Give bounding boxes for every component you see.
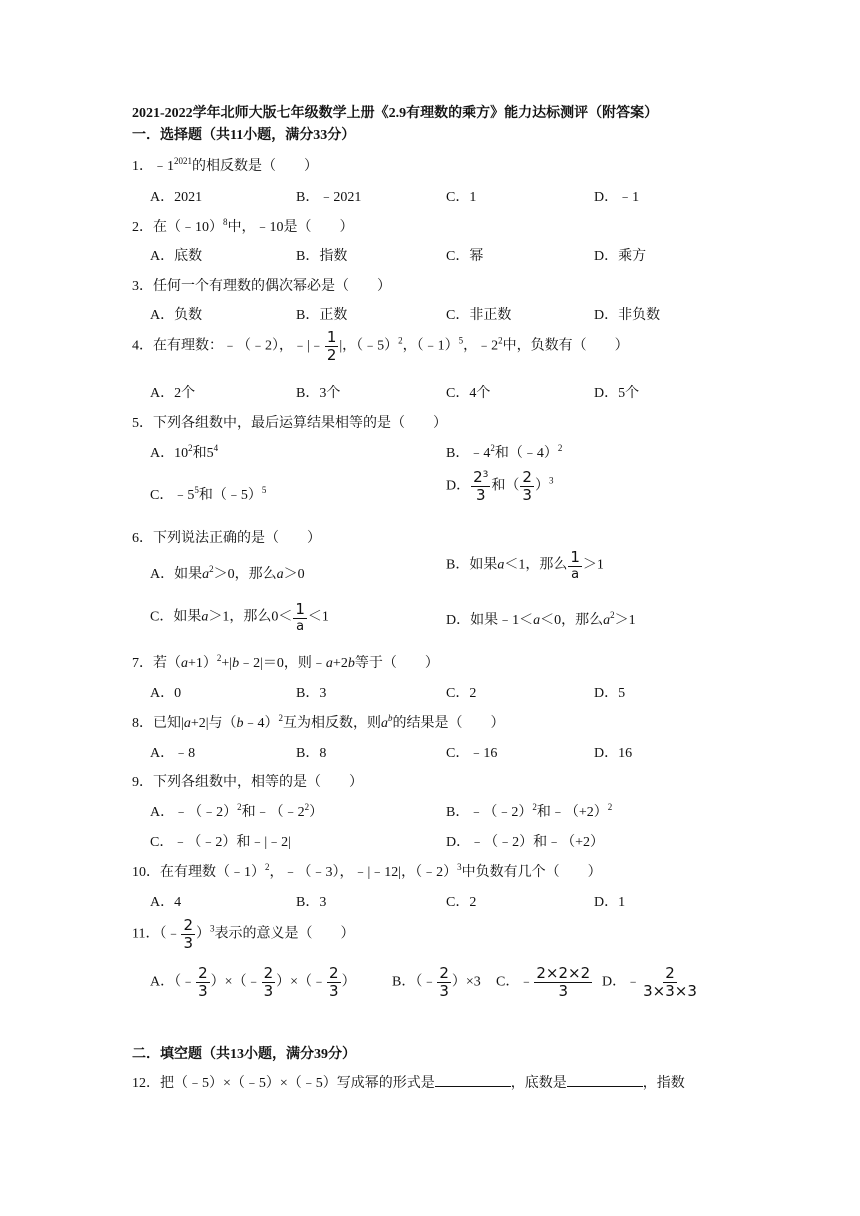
question-11: 11．（﹣ $\frac{2}{3}$ ）$^3$表示的意义是（ ）: [132, 916, 355, 952]
option-7d: D．5: [594, 686, 626, 701]
fraction: $\frac{2\times 2\times 2}{3}$: [536, 964, 591, 1000]
question-6: 6．下列说法正确的是（ ）: [132, 531, 321, 546]
option-3d: D．非负数: [594, 308, 661, 323]
option-8b: B．8: [296, 746, 327, 761]
fraction: $\frac{2}{3\times 3\times 3}$: [643, 964, 697, 1000]
option-9d: D．﹣（﹣2）和﹣（+2）: [446, 835, 605, 850]
option-8d: D．16: [594, 746, 633, 761]
option-2a: A．底数: [150, 249, 203, 264]
option-6a: A．如果$a^2>0$，那么a＞0: [150, 564, 305, 582]
question-2: 2．在（﹣10）$^8$中，﹣10是（ ）: [132, 217, 354, 235]
option-4d: D．5个: [594, 386, 640, 401]
option-11b: B．（﹣ $\frac{2}{3}$ ）×3: [392, 964, 481, 1000]
document-title: 2021-2022学年北师大版七年级数学上册《2.9有理数的乘方》能力达标测评（附答案）: [132, 106, 659, 121]
option-10b: B．3: [296, 895, 327, 910]
option-7b: B．3: [296, 686, 327, 701]
question-12: 12．把（﹣5）×（﹣5）×（﹣5）写成幂的形式是 ，底数是 ，指数: [132, 1076, 685, 1091]
option-7a: A．0: [150, 686, 182, 701]
option-4a: A．2个: [150, 386, 196, 401]
fraction: $\frac{2}{3}$: [183, 916, 194, 952]
answer-blank[interactable]: [567, 1074, 643, 1087]
option-1c: C．1: [446, 190, 477, 205]
question-3: 3．任何一个有理数的偶次幂必是（ ）: [132, 279, 391, 294]
fraction: $\frac{2}{3}$: [329, 964, 339, 1000]
option-7c: C．2: [446, 686, 477, 701]
option-2c: C．幂: [446, 249, 484, 264]
question-8: 8．已知|a+2|与（b﹣4）$^2$互为相反数，则$a^b$的结果是（ ）: [132, 713, 505, 731]
question-4: 4．在有理数：﹣（﹣2），﹣|﹣ $\frac{1}{2}$ |，（﹣5）$^2$，（﹣1）$^5$，$﹣2^2$中，负数有（ ）: [132, 328, 629, 364]
option-8a: A．﹣8: [150, 746, 196, 761]
question-1: 1．$﹣1^{2021}$的相反数是（ ）: [132, 156, 318, 174]
option-1d: D．﹣1: [594, 190, 640, 205]
fraction: $\frac{2}{3}$: [522, 468, 532, 504]
option-5d: D． $\frac{2^3}{3}$ 和（ $\frac{2}{3}$ ）$^3$: [446, 468, 554, 504]
option-11c: C．﹣ $\frac{2\times 2\times 2}{3}$: [496, 964, 591, 1000]
question-7: 7．若$(a+1)^2+|b﹣2|=0$，则﹣a+2b等于（ ）: [132, 653, 439, 671]
option-6d: D．如果﹣1＜a＜0，那么$a^2>1$: [446, 610, 636, 628]
option-3c: C．非正数: [446, 308, 512, 323]
section-heading-fill: 二．填空题（共13小题，满分39分）: [132, 1047, 356, 1062]
option-10c: C．2: [446, 895, 477, 910]
option-9a: A．﹣（﹣2）$^2$和$﹣(﹣2^2)$: [150, 802, 324, 820]
option-5b: B．$﹣4^2$和（﹣4）$^2$: [446, 443, 563, 461]
option-3a: A．负数: [150, 308, 203, 323]
option-11d: D．﹣ $\frac{2}{3\times 3\times 3}$: [602, 964, 697, 1000]
option-10a: A．4: [150, 895, 182, 910]
option-1b: B．﹣2021: [296, 190, 362, 205]
question-5: 5．下列各组数中，最后运算结果相等的是（ ）: [132, 416, 447, 431]
fraction: $\frac{2}{3}$: [439, 964, 449, 1000]
answer-blank[interactable]: [435, 1074, 511, 1087]
option-9b: B．﹣（﹣2）$^2$和$﹣(+2)^2$: [446, 802, 613, 820]
section-heading-choice: 一．选择题（共11小题，满分33分）: [132, 128, 356, 143]
option-4c: C．4个: [446, 386, 491, 401]
option-5c: C．$﹣5^5$和（﹣5）$^5$: [150, 485, 267, 503]
question-10: 10．在有理数（﹣1）$^2$，﹣（﹣3），﹣|﹣12|，（﹣2）$^3$中负数有几个（ ）: [132, 862, 602, 880]
option-6b: B．如果a＜1，那么 $\frac{1}{a}$ ＞1: [446, 548, 604, 582]
fraction: $\frac{1}{a}$: [570, 548, 580, 582]
fraction: $\frac{1}{2}$: [326, 328, 337, 364]
option-9c: C．﹣（﹣2）和﹣|﹣2|: [150, 835, 291, 850]
option-10d: D．1: [594, 895, 626, 910]
fraction: $\frac{2}{3}$: [198, 964, 208, 1000]
option-4b: B．3个: [296, 386, 341, 401]
option-3b: B．正数: [296, 308, 348, 323]
option-1a: A．2021: [150, 190, 203, 205]
option-11a: A．（﹣ $\frac{2}{3}$ ）×（﹣ $\frac{2}{3}$ ）×（﹣ $\frac{2}{3}$ ）: [150, 964, 356, 1000]
option-2d: D．乘方: [594, 249, 647, 264]
fraction: $\frac{2}{3}$: [263, 964, 274, 1000]
question-9: 9．下列各组数中，相等的是（ ）: [132, 775, 363, 790]
fraction: $\frac{1}{a}$: [295, 600, 305, 634]
option-2b: B．指数: [296, 249, 348, 264]
option-8c: C．﹣16: [446, 746, 498, 761]
option-5a: A．$10^2$和$5^4$: [150, 443, 219, 461]
option-6c: C．如果a＞1，那么0＜ $\frac{1}{a}$ ＜1: [150, 600, 329, 634]
fraction: $\frac{2^3}{3}$: [473, 468, 489, 504]
